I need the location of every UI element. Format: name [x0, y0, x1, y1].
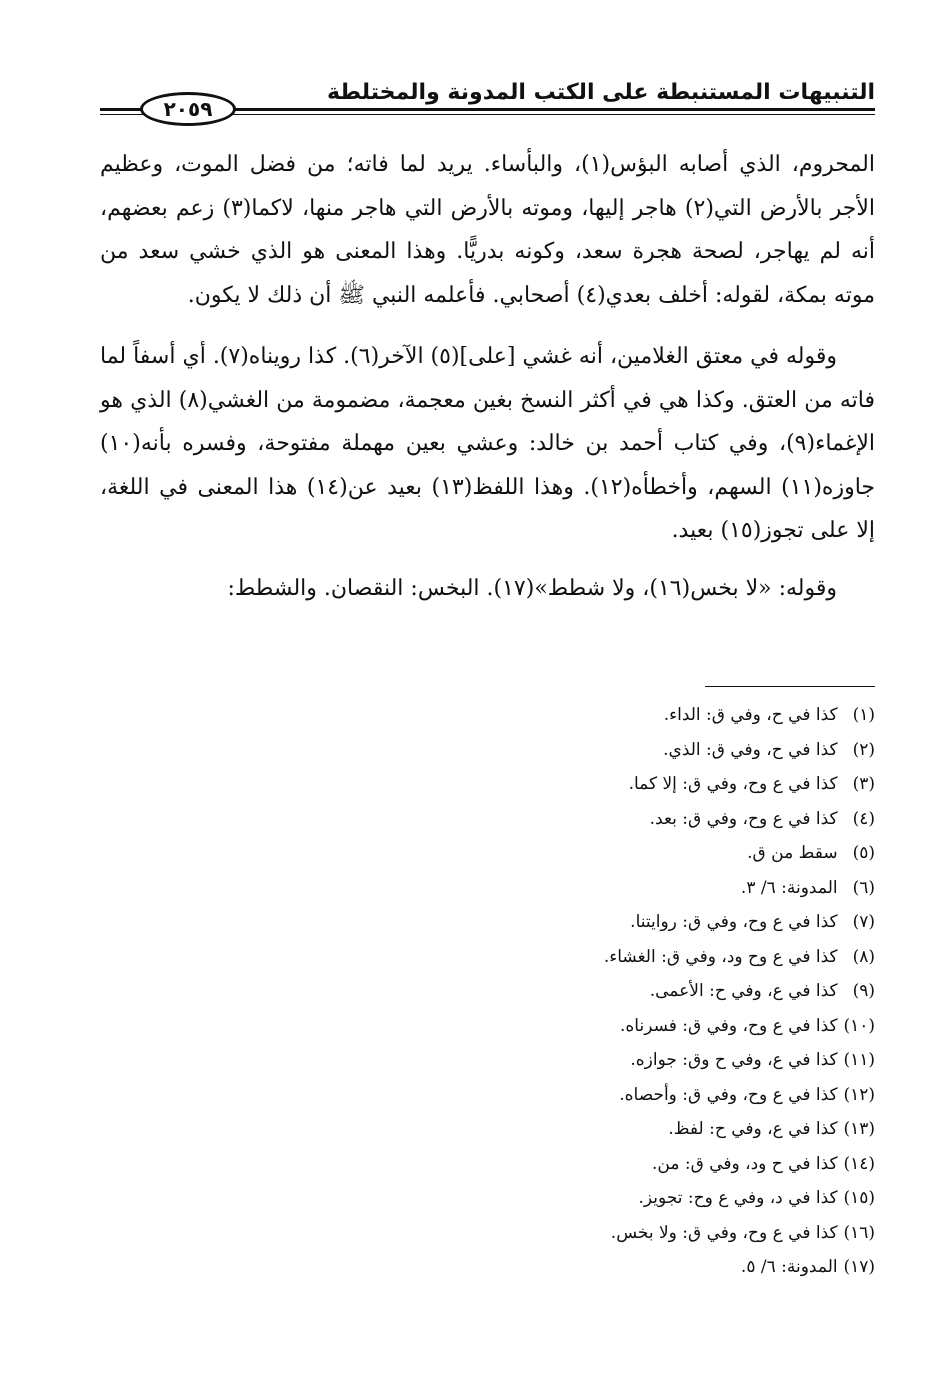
footnote-text: المدونة: ٦/ ٣.: [740, 877, 843, 898]
footnote-number: (١٠): [843, 1015, 875, 1036]
footnote-text: كذا في ع، وفي ح: لفظ.: [668, 1119, 843, 1139]
footnote-separator: [705, 686, 875, 687]
footnote-text: كذا في ح، وفي ق: الذي.: [663, 739, 843, 760]
footnote-text: كذا في ع وح، وفي ق: فسرناه.: [620, 1015, 843, 1036]
footnote-number: (١٧): [843, 1257, 875, 1277]
header-title: التنبيهات المستنبطة على الكتب المدونة والمختلطة: [326, 80, 875, 105]
text-line: الموت، وعظيم الأجر بالأرض التي(٢) هاجر إليها، وموته بالأرض التي: [100, 152, 875, 221]
text-line: هاجر منها، لاكما(٣) زعم بعضهم، أنه لم يهاجر، لصحة هجرة سعد،: [100, 195, 875, 264]
footnote-text: كذا في ح ود، وفي ق: من.: [652, 1153, 843, 1174]
footnote: [300, 1078, 875, 1113]
footnote-number: (٩): [852, 981, 875, 1001]
text-line: أخلف بعدي(٤) أصحابي. فأعلمه النبي ﷺ أن ذلك لا يكون.: [187, 282, 708, 308]
footnote-text: كذا في ع، وفي ح: الأعمى.: [649, 981, 843, 1001]
footnote: [300, 1181, 875, 1216]
text-line: المحروم، الذي أصابه البؤس(١)، والبأساء. يريد لما فاته؛ من فضل: [249, 152, 875, 177]
footnote-number: (٣): [852, 774, 875, 794]
footnote-number: (١٢): [843, 1084, 875, 1105]
text-line: أي أسفاً لما فاته من العتق. وكذا هي في أكثر النسخ بغين معجمة، مضمومة: [99, 344, 876, 413]
footnote-text: كذا في ع وح، وفي ق: ولا بخس.: [610, 1222, 843, 1243]
footnote: [300, 1147, 875, 1182]
footnote: [300, 767, 875, 802]
footnote-number: (٥): [852, 843, 875, 863]
footnote-number: (٨): [852, 946, 875, 967]
footnote-number: (٤): [852, 808, 875, 829]
text-line: اللفظ(١٣) بعيد عن(١٤) هذا المعنى في اللغة، إلا على تجوز(١٥) بعيد.: [100, 474, 875, 543]
footnote: [300, 1112, 875, 1147]
footnote-number: (١٣): [843, 1119, 875, 1139]
footnote-text: كذا في ع وح، وفي ق: بعد.: [649, 808, 843, 829]
text-line: وقوله: «لا بخس(١٦)، ولا شطط»(١٧). البخس: النقصان. والشطط:: [227, 575, 837, 601]
footnote-number: (١٦): [843, 1222, 875, 1243]
footnote-number: (١١): [843, 1050, 875, 1070]
footnote: [300, 1043, 875, 1078]
paragraph-1: [100, 143, 875, 317]
footnote-text: سقط من ق.: [747, 843, 843, 863]
paragraph-3: [100, 567, 875, 611]
main-text: [100, 143, 875, 610]
footnote-number: (٢): [852, 739, 875, 760]
footnote: [300, 1216, 875, 1251]
page-number: ٢٠٥٩: [163, 97, 213, 121]
footnote-text: كذا في ع وح، وفي ق: وأحصاه.: [619, 1084, 843, 1105]
footnote-number: (١٥): [843, 1188, 875, 1208]
footnote-text: كذا في ح، وفي ق: الداء.: [663, 705, 843, 725]
footnote-number: (٧): [852, 912, 875, 932]
footnote-number: (١٤): [843, 1153, 875, 1174]
footnote: [300, 1250, 875, 1285]
paragraph-2: [100, 335, 875, 553]
footnote-text: كذا في ع، وفي ح وق: جوازه.: [630, 1050, 843, 1070]
text-line: وكونه بدريًّا. وهذا المعنى هو الذي خشي سعد من موته بمكة، لقوله:: [100, 239, 875, 308]
footnote: [300, 871, 875, 906]
text-line: مهملة مفتوحة، وفسره بأنه(١٠) جاوزه(١١) السهم، وأخطأه(١٢). وهذا: [100, 431, 876, 500]
footnote-text: كذا في د، وفي ع وح: تجويز.: [638, 1188, 843, 1208]
running-header: [100, 62, 875, 132]
footnote-text: كذا في ع وح ود، وفي ق: الغشاء.: [603, 946, 843, 967]
footnote-text: كذا في ع وح، وفي ق: إلا كما.: [628, 774, 843, 794]
footnote: [300, 974, 875, 1009]
footnote: [300, 802, 875, 837]
footnote-text: كذا في ع وح، وفي ق: روايتنا.: [630, 912, 843, 932]
footnote-number: (١): [852, 705, 875, 725]
footnote: [300, 733, 875, 768]
footnote: [300, 1009, 875, 1044]
footnote: [300, 940, 875, 975]
footnote: [300, 836, 875, 871]
footnote: [300, 905, 875, 940]
page-number-badge: [140, 92, 236, 126]
text-line: وقوله في معتق الغلامين، أنه غشي [على](٥) الآخر(٦). كذا رويناه(٧).: [212, 344, 837, 369]
footnote-number: (٦): [852, 877, 875, 898]
footnotes-list: [300, 698, 875, 1285]
text-line: من الغشي(٨) الذي هو الإغماء(٩)، وفي كتاب أحمد بن خالد: وعشي بعين: [100, 387, 875, 456]
footnote-text: المدونة: ٦/ ٥.: [740, 1257, 843, 1277]
footnote: [300, 698, 875, 733]
